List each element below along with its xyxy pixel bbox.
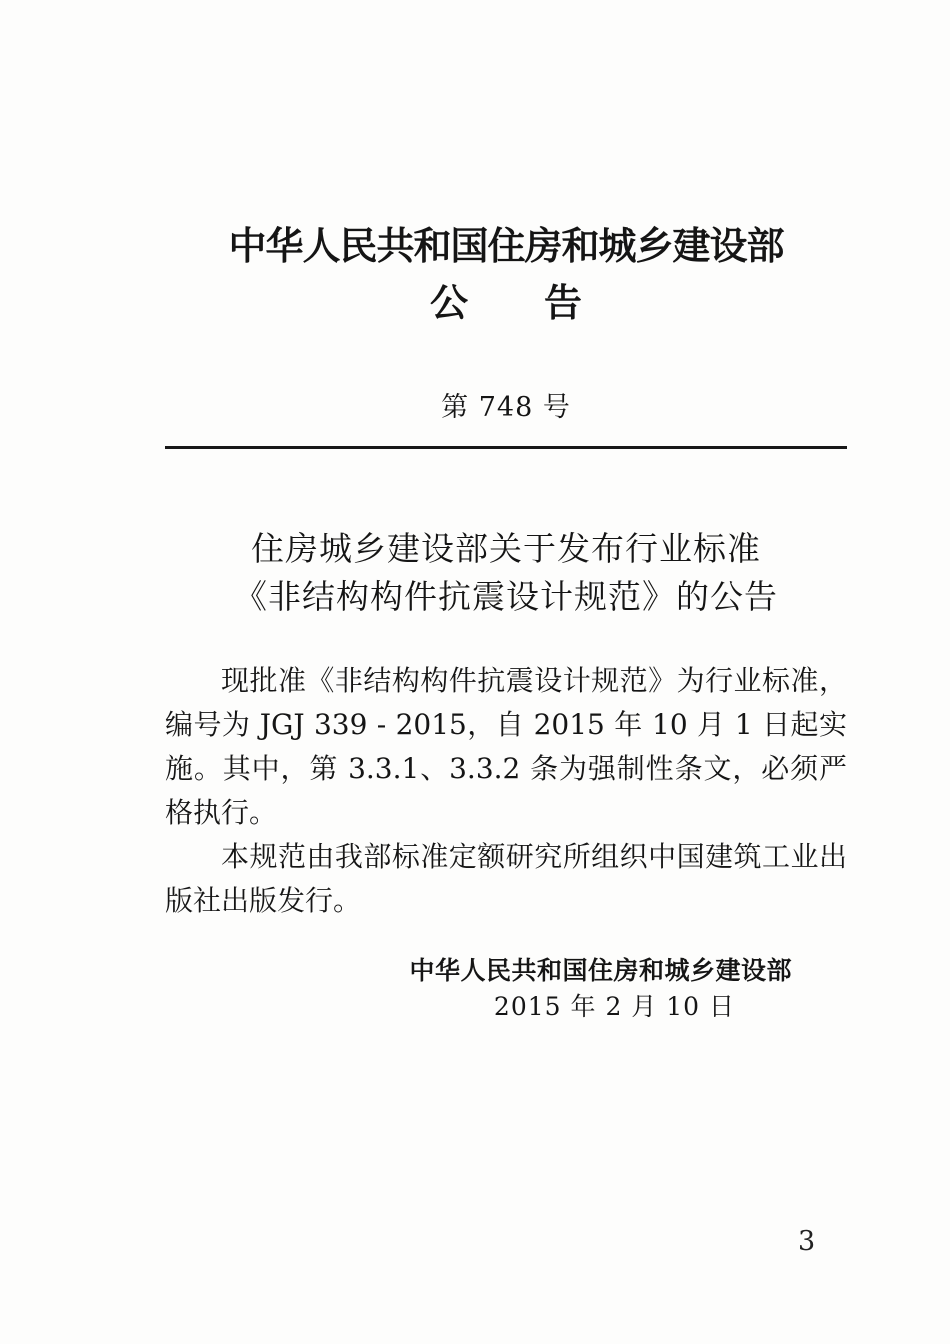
announcement-word: 公 告 — [429, 279, 582, 325]
signature-date: 2015 年 2 月 10 日 — [493, 992, 735, 1022]
divider-rule — [165, 446, 847, 449]
announcement-title-line1: 住房城乡建设部关于发布行业标准 — [251, 529, 761, 569]
announcement-title-line2: 《非结构构件抗震设计规范》的公告 — [234, 577, 778, 617]
issue-number: 第 748 号 — [441, 392, 571, 424]
announcement-body — [165, 659, 847, 923]
content-column — [165, 0, 847, 1025]
body-paragraph-1: 现批准《非结构构件抗震设计规范》为行业标准，编号为 JGJ 339 - 2015，自 2015 年 10 月 1 日起实施。其中，第 3.3.1、3.3.2 条为强制性条文，必须严格执行。 — [165, 664, 847, 830]
signature-issuer: 中华人民共和国住房和城乡建设部 — [409, 956, 792, 986]
page-number: 3 — [798, 1226, 816, 1257]
body-paragraph-2: 本规范由我部标准定额研究所组织中国建筑工业出版社出版发行。 — [165, 840, 847, 918]
ministry-title: 中华人民共和国住房和城乡建设部 — [228, 223, 784, 268]
signature-block — [165, 953, 847, 1025]
announcement-title — [165, 525, 847, 621]
announcement-header — [165, 224, 847, 449]
announcement-main — [165, 525, 847, 1025]
